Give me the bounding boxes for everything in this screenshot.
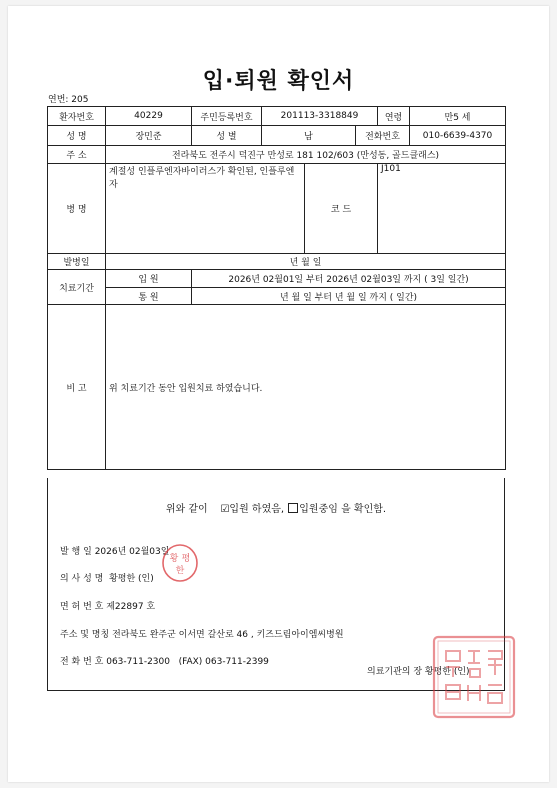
confirm-prefix: 위와 같이 [165,504,208,515]
institution-head-signature: 의료기관의 장 황평한 (인) [367,667,470,677]
license-line [60,599,155,612]
label-onset: 발병일 [48,254,106,270]
label-age: 연령 [378,107,410,126]
institution-phone-label: 전 화 번 호 [60,657,104,667]
institution-phone-line [60,654,269,667]
label-outpatient: 통 원 [106,288,192,305]
label-inpatient: 입 원 [106,270,192,288]
label-remarks: 비 고 [48,305,106,470]
doctor-line [60,571,154,584]
inpatient-checked-icon: ☑ [220,504,230,515]
doctor-seal-text [170,552,191,576]
institution-seal-stamp [430,633,518,721]
institution-address-label: 주소 및 명칭 [60,630,110,640]
remarks-text: 위 치료기간 동안 입원치료 하였습니다. [109,383,263,394]
institution-phone-value: 063-711-2300 [106,657,170,667]
svg-text:황: 황 [169,554,179,564]
doctor-label: 의 사 성 명 [60,574,104,584]
remarks-value [106,305,506,470]
outpatient-value: 년 월 일 부터 년 월 일 까지 ( 일간) [192,288,506,305]
rrn-value: 201113-3318849 [262,107,378,126]
doctor-value: 황평한 (인) [109,574,154,584]
issue-date-value: 2026년 02월03일 [94,547,170,557]
confirm-option-hospitalized: 입원중임 을 확인함. [299,504,387,515]
label-address: 주 소 [48,146,106,164]
label-name: 성 명 [48,126,106,146]
label-code: 코 드 [305,164,378,254]
inpatient-value: 2026년 02월01일 부터 2026년 02월03일 까지 ( 3일 일간) [192,270,506,288]
sex-value: 남 [262,126,356,146]
address-value: 전라북도 전주시 덕진구 만성로 181 102/603 (만성동, 골드클래스) [106,146,506,164]
label-diagnosis: 병 명 [48,164,106,254]
license-value: 제22897 호 [106,602,156,612]
label-sex: 성 별 [192,126,262,146]
label-phone: 전화번호 [356,126,410,146]
institution-address-value: 전라북도 완주군 이서면 갈산로 46 , 키즈드림아이엠씨병원 [112,630,344,640]
svg-text:한: 한 [175,566,185,576]
svg-text:평: 평 [181,554,191,564]
patient-info-table [47,106,506,470]
diagnosis-value: 계절성 인플루엔자바이러스가 확인된, 인플루엔자 [106,164,305,254]
issue-date-label: 발 행 일 [60,547,92,557]
doctor-seal-stamp [160,543,200,583]
label-chart-no: 환자번호 [48,107,106,126]
unchecked-box-icon [288,503,298,513]
name-value: 장민준 [106,126,192,146]
code-value: J101 [378,164,506,254]
institution-address-line [60,627,344,640]
license-label: 면 허 번 호 [60,602,104,612]
label-treatment: 치료기간 [48,270,106,305]
institution-fax-value: (FAX) 063-711-2399 [178,657,269,667]
phone-value: 010-6639-4370 [410,126,506,146]
label-rrn: 주민등록번호 [192,107,262,126]
document-title: 입·퇴원 확인서 [202,69,355,94]
issue-date-line [60,544,169,557]
serial-number: 연번: 205 [48,95,89,105]
onset-value: 년 월 일 [106,254,506,270]
confirm-option-admitted: 입원 하였음, [229,504,285,515]
confirmation-statement [48,500,504,515]
age-value: 만5 세 [410,107,506,126]
chart-no-value: 40229 [106,107,192,126]
